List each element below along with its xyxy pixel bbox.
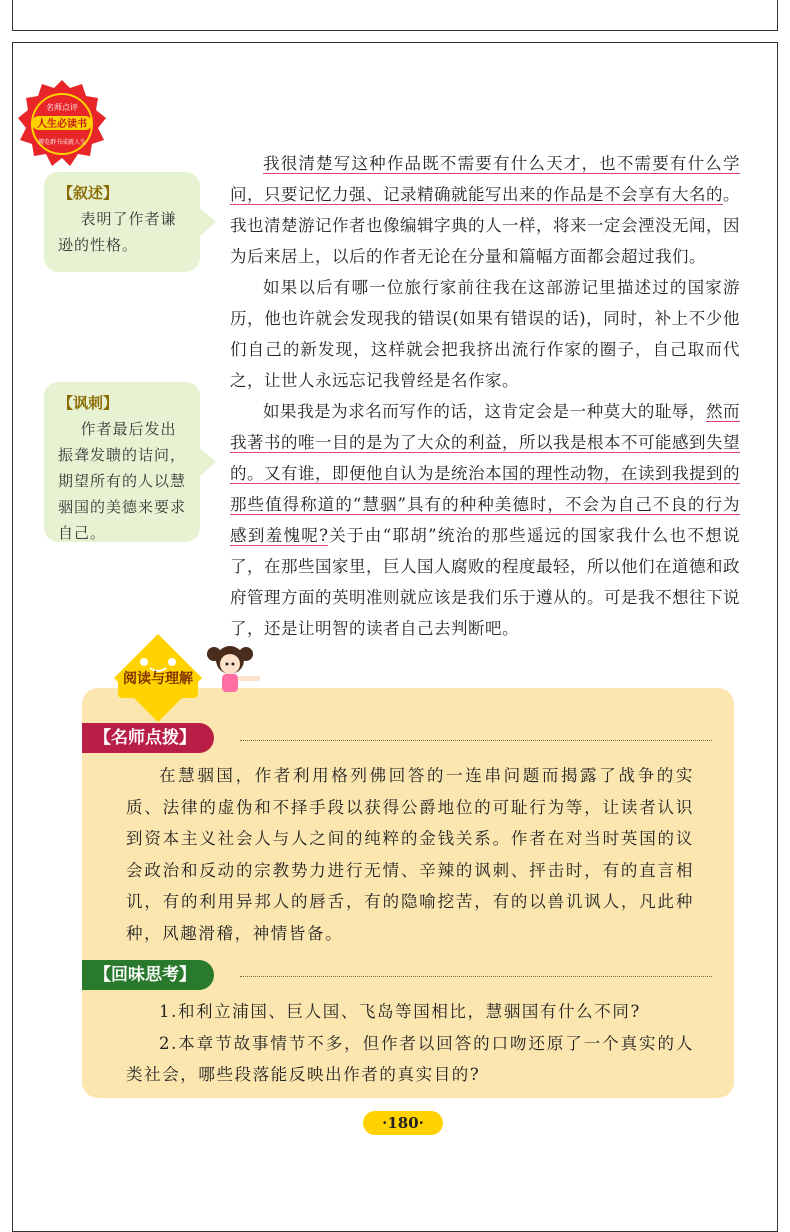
annotation-tag: 【叙述】: [58, 184, 119, 202]
paragraph: 在慧骃国，作者利用格列佛回答的一连串问题而揭露了战争的实质、法律的虚伪和不择手段以获得公爵地位的可耻行为等，让读者认识到资本主义社会人与人之间的纯粹的金钱关系。作者在对当时英国的议会政治和反动的宗教势力进行无情、辛辣的讽刺、抨击时，有的直言相讥，有的利用异邦人的唇舌，有的隐喻挖苦，有的以兽讥讽人，凡此种种，风趣滑稽，神情皆备。: [126, 766, 694, 943]
header-frame: [12, 0, 778, 31]
underlined-text: 然而我著书的唯一目的是为了大众的利益，所以我是根本不可能感到失望的。又有谁，即便他自认为是统治本国的理性动物，在读到我提到的那些值得称道的“慧骃”具有的种种美德时，不会为自己不良的行为感到羞愧呢?: [230, 402, 741, 545]
reading-badge-label: 阅读与理解: [123, 671, 193, 687]
underlined-text: 我很清楚写这种作品既不需要有什么天才，也不需要有什么学问，只要记忆力强、记录精确就能写出来的作品是不会享有大名的: [230, 154, 740, 204]
page-number-text: ·180·: [382, 1114, 424, 1132]
annotation-body: 作者最后发出振聋发聩的诘问，期望所有的人以慧骃国的美德来要求自己。: [58, 420, 187, 542]
logo-arc-text: 博览群书成就人生: [37, 139, 87, 146]
reading-badge: [112, 632, 204, 724]
expert-tips-text: [126, 760, 694, 949]
question-item: 1.和利立浦国、巨人国、飞岛等国相比，慧骃国有什么不同?: [159, 1002, 641, 1021]
divider: [240, 976, 712, 977]
question-item: 2.本章节故事情节不多，但作者以回答的口吻还原了一个真实的人类社会，哪些段落能反映出作者的真实目的?: [126, 1033, 694, 1084]
annotation-body: 表明了作者谦逊的性格。: [58, 210, 177, 254]
reflection-questions: [126, 996, 694, 1091]
paragraph: [230, 148, 740, 272]
annotation-narration: [44, 172, 200, 272]
annotation-satire: [44, 382, 200, 542]
paragraph: [230, 396, 740, 644]
paragraph: 如果以后有哪一位旅行家前往我在这部游记里描述过的国家游历，他也许就会发现我的错误(如果有错误的话)，同时，补上不少他们自己的新发现，这样就会把我挤出流行作家的圈子，自己取而代之，让世人永远忘记我曾经是名作家。: [230, 278, 740, 390]
paragraph-text: 关于由“耶胡”统治的那些遥远的国家我什么也不想说了，在那些国家里，巨人国人腐败的程度最轻，所以他们在道德和政府管理方面的英明准则就应该是我们乐于遵从的。可是我不想往下说了，还是让明智的读者自己去判断吧。: [230, 526, 740, 638]
series-logo-badge: [16, 78, 108, 170]
logo-line2: 人生必读书: [37, 119, 87, 130]
paragraph-text: 。我也清楚游记作者也像编辑字典的人一样，将来一定会湮没无闻，因为后来居上，以后的作者无论在分量和篇幅方面都会超过我们。: [230, 185, 740, 266]
page-number: [363, 1111, 443, 1135]
logo-line1: 名师点评: [46, 103, 78, 112]
annotation-tag: 【讽刺】: [58, 394, 119, 412]
girl-illustration: [200, 640, 278, 700]
section-header-reflection: 【回味思考】: [82, 960, 214, 990]
divider: [240, 740, 712, 741]
paragraph-text: 如果我是为求名而写作的话，这肯定会是一种莫大的耻辱，: [263, 402, 706, 421]
section-header-expert-tips: 【名师点拨】: [82, 723, 214, 753]
main-text: [230, 148, 740, 644]
